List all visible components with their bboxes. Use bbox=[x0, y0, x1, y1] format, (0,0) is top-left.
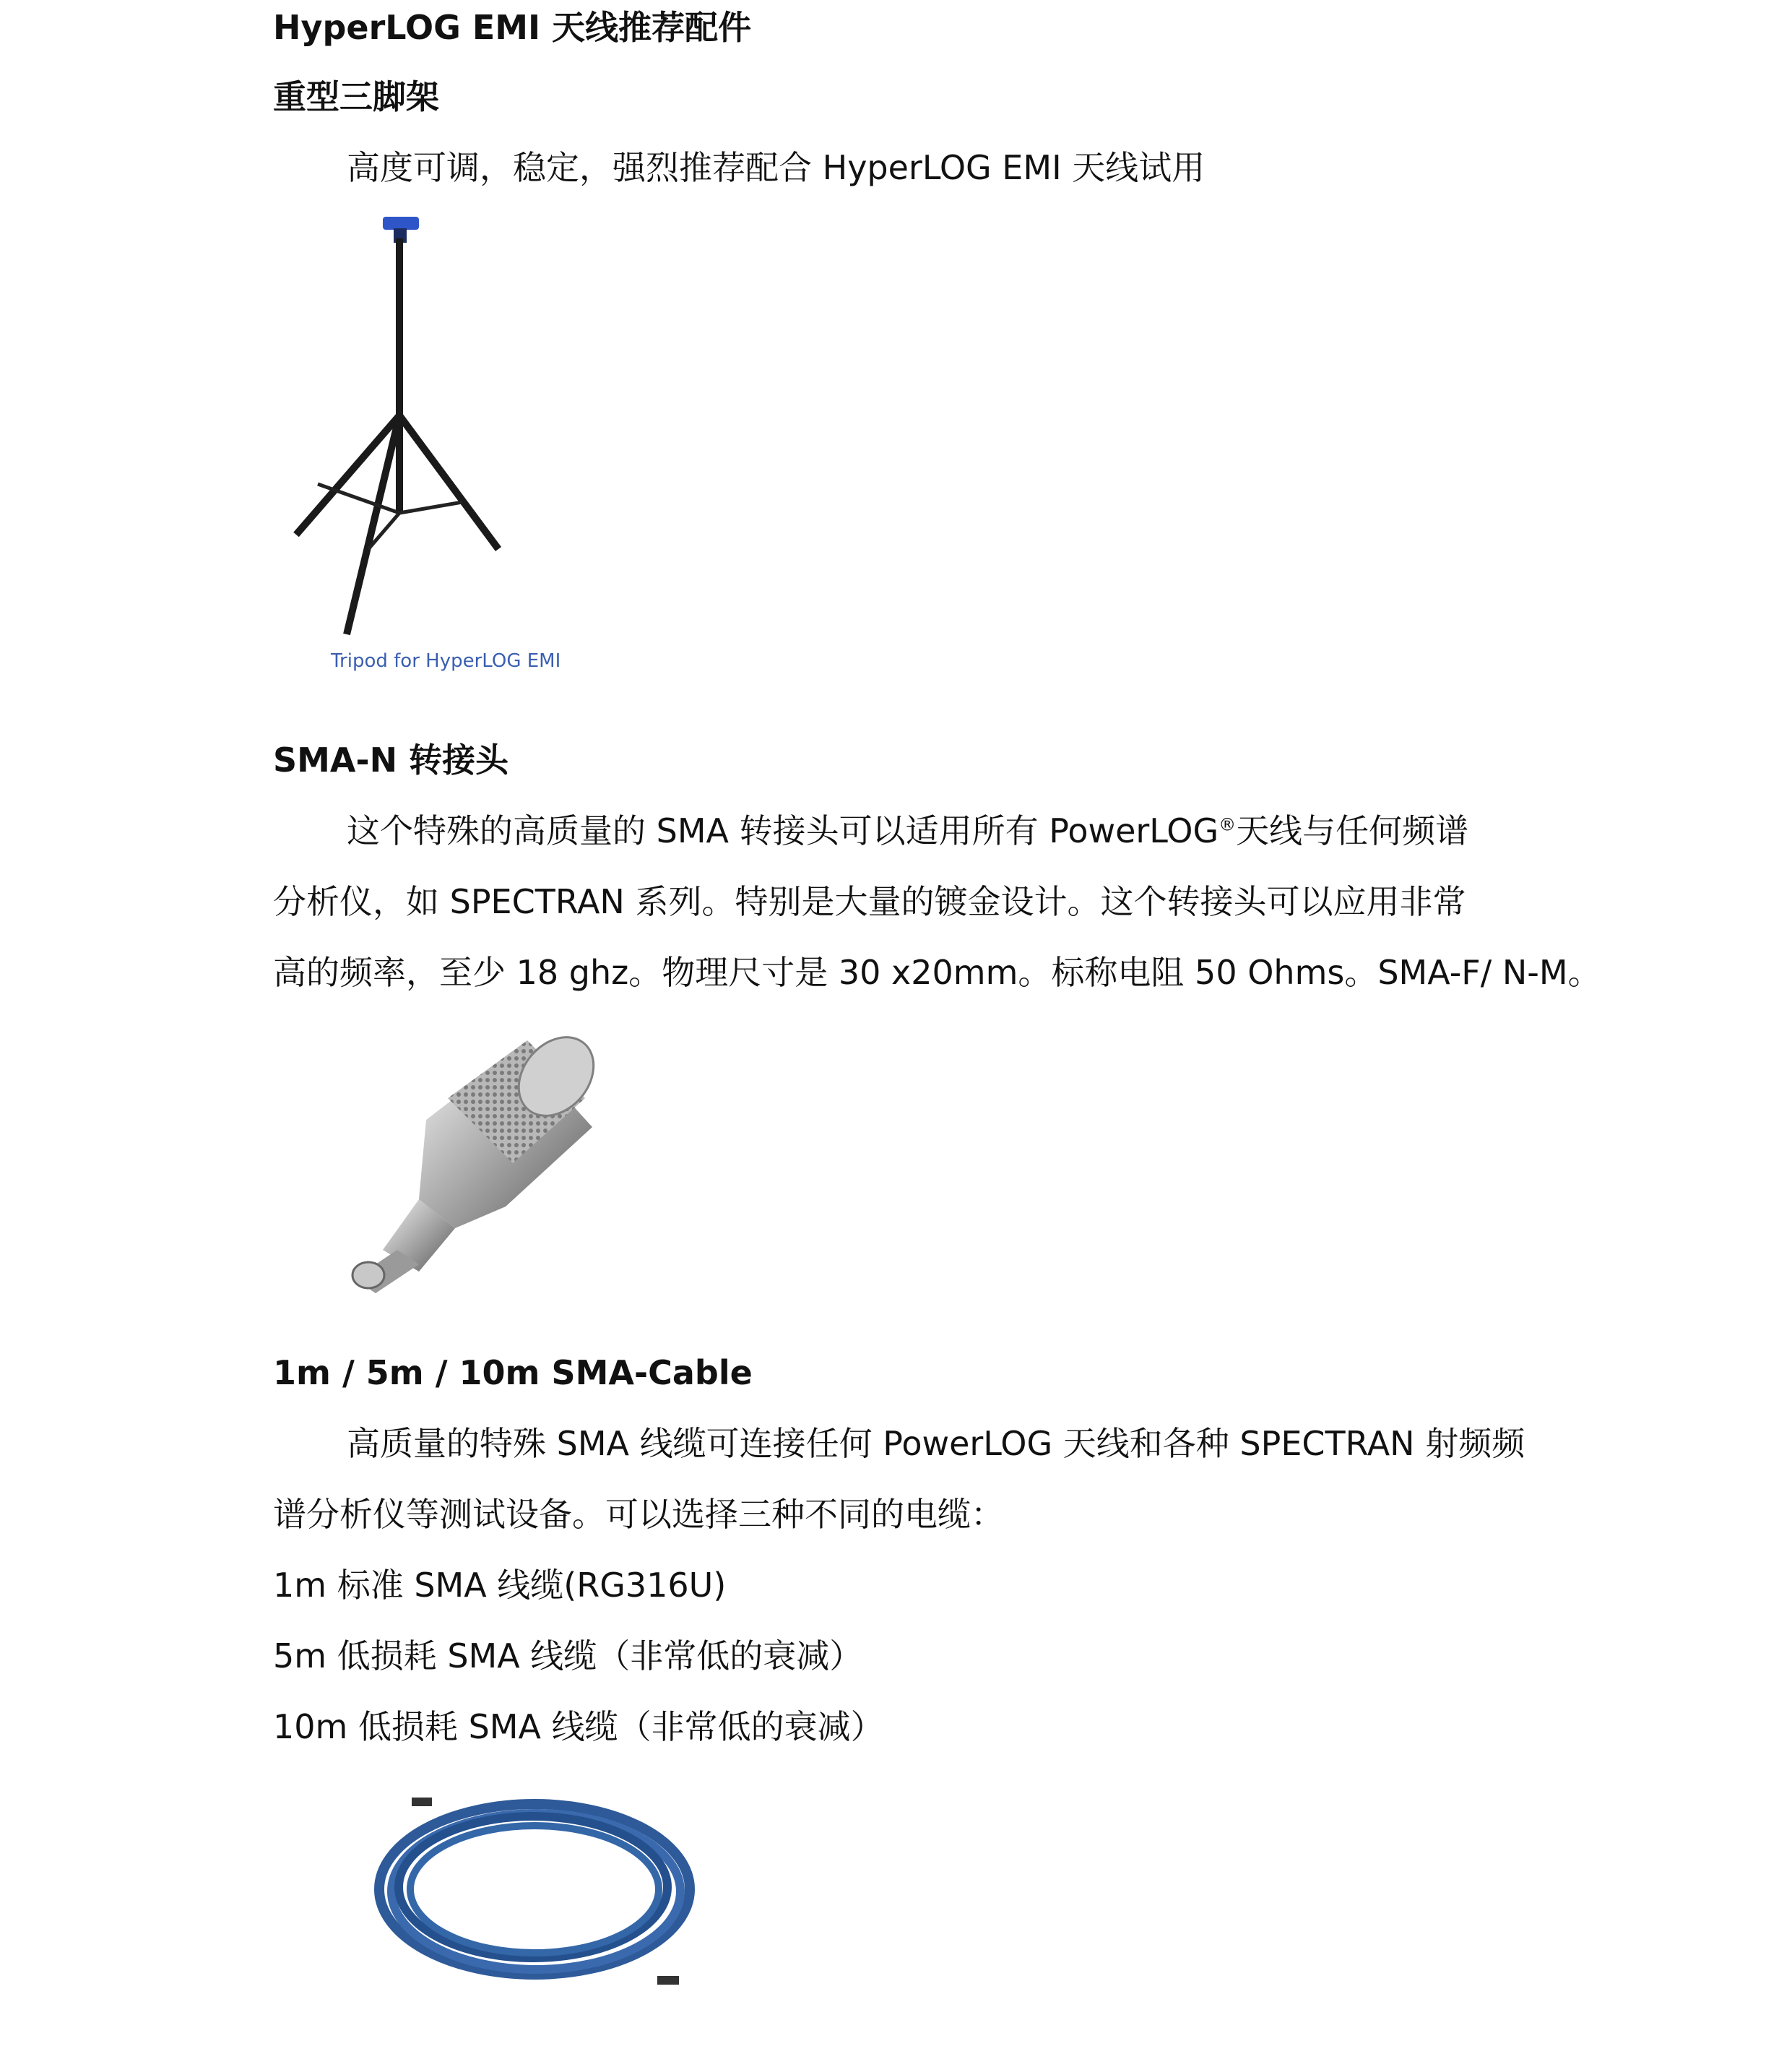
tripod-caption: Tripod for HyperLOG EMI bbox=[331, 650, 561, 672]
adapter-paragraph-line-3: 高的频率，至少 18 ghz。物理尺寸是 30 x20mm。标称电阻 50 Ohms。SMA-F/ N-M。 bbox=[273, 953, 1601, 992]
tripod-description: 高度可调，稳定，强烈推荐配合 HyperLOG EMI 天线试用 bbox=[347, 148, 1206, 187]
sma-n-adapter-image bbox=[339, 1033, 600, 1293]
tripod-image bbox=[282, 210, 592, 643]
sma-cable-image bbox=[368, 1785, 715, 1994]
registered-mark: ® bbox=[1219, 814, 1237, 835]
cable-option-1m: 1m 标准 SMA 线缆(RG316U) bbox=[273, 1566, 727, 1605]
adapter-paragraph-line-2: 分析仪，如 SPECTRAN 系列。特别是大量的镀金设计。这个转接头可以应用非常 bbox=[273, 882, 1466, 921]
cable-paragraph-line-1: 高质量的特殊 SMA 线缆可连接任何 PowerLOG 天线和各种 SPECTRAN 射频频 bbox=[347, 1424, 1525, 1463]
section-title-accessories: HyperLOG EMI 天线推荐配件 bbox=[273, 8, 752, 47]
cable-paragraph-line-2: 谱分析仪等测试设备。可以选择三种不同的电缆： bbox=[273, 1495, 1004, 1534]
sma-cable-heading: 1m / 5m / 10m SMA-Cable bbox=[273, 1353, 753, 1392]
cable-option-10m: 10m 低损耗 SMA 线缆（非常低的衰减） bbox=[273, 1707, 884, 1746]
cable-option-5m: 5m 低损耗 SMA 线缆（非常低的衰减） bbox=[273, 1636, 863, 1675]
tripod-heading: 重型三脚架 bbox=[273, 77, 439, 116]
sma-n-adapter-heading: SMA-N 转接头 bbox=[273, 741, 509, 780]
adapter-paragraph-line-1: 这个特殊的高质量的 SMA 转接头可以适用所有 PowerLOG®天线与任何频谱 bbox=[347, 811, 1469, 850]
